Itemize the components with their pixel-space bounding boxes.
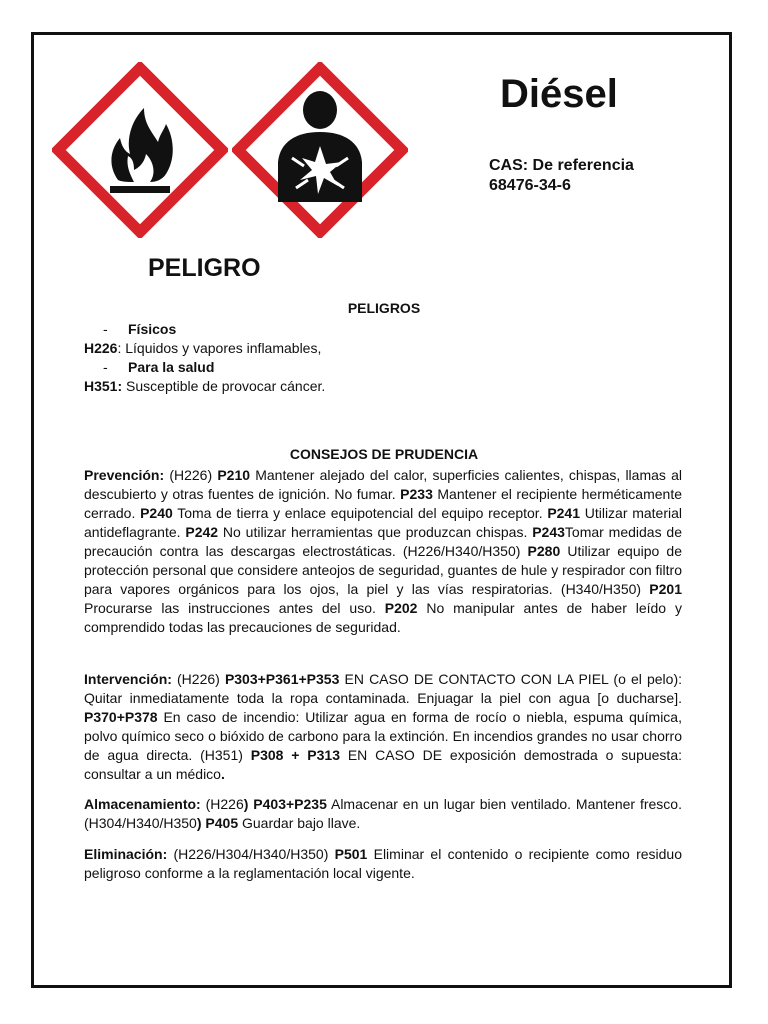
- cas-reference: [489, 156, 634, 196]
- text-segment: (H226): [171, 671, 225, 687]
- bold-segment: Almacenamiento:: [84, 796, 201, 812]
- precaution-almacenamiento: [84, 795, 682, 833]
- bold-segment: P370+P378: [84, 709, 158, 725]
- text-segment: No manipular antes de haber leído y comprendido todas las precauciones de seguridad.: [84, 600, 682, 635]
- text-segment: Mantener el recipiente herméticamente cerrado.: [84, 486, 682, 521]
- bold-segment: Intervención:: [84, 671, 172, 687]
- text-segment: (H226): [164, 467, 218, 483]
- text-segment: Toma de tierra y enlace equipotencial del equipo receptor.: [172, 505, 548, 521]
- bold-segment: P201: [649, 581, 682, 597]
- text-segment: EN CASO DE exposición demostrada o supuesta: consultar a un médico: [84, 747, 682, 782]
- text-segment: Mantener alejado del calor, superficies calientes, chispas, llamas al descubierto y otras fuentes de ignición. No fumar.: [84, 467, 682, 502]
- bold-segment: P501: [334, 846, 368, 862]
- flame-icon: [52, 62, 228, 238]
- text-segment: Tomar medidas de precaución contra las descargas electrostáticas. (H226/H340/H350): [84, 524, 682, 559]
- health-hazard-icon: [232, 62, 408, 238]
- bold-segment: P303+P361+P353: [224, 671, 340, 687]
- cas-number: 68476-34-6: [489, 177, 571, 194]
- hazards-title: PELIGROS: [347, 300, 421, 316]
- text-segment: (H226/H304/H340/H350): [167, 846, 335, 862]
- text-segment: No utilizar herramientas que produzcan chispas.: [218, 524, 533, 540]
- bold-segment: Eliminación:: [84, 846, 168, 862]
- text-segment: Utilizar equipo de protección personal que considere anteojos de seguridad, guantes de hule y respirador con filtro para vapores orgánicos para los ojos, la piel y las vías respiratorias. (H340/H350): [84, 543, 683, 597]
- bold-segment: ) P405: [196, 815, 239, 831]
- bold-segment: P308 + P313: [250, 747, 341, 763]
- bold-segment: P240: [140, 505, 173, 521]
- hazards-list: [84, 320, 684, 396]
- precaution-prevencion: [84, 466, 682, 637]
- text-segment: Guardar bajo llave.: [238, 815, 361, 831]
- hazard-statement-h351: H351: Susceptible de provocar cáncer.: [84, 378, 326, 394]
- precaution-intervencion: [84, 670, 682, 784]
- bold-segment: P243: [532, 524, 565, 540]
- signal-word: PELIGRO: [148, 254, 261, 282]
- product-name: Diésel: [500, 72, 618, 116]
- bold-segment: P202: [384, 600, 418, 616]
- bold-segment: Prevención:: [84, 467, 165, 483]
- bold-segment: P233: [400, 486, 433, 502]
- hazard-category-fisicos: - Físicos: [103, 321, 177, 337]
- text-segment: Almacenar en un lugar bien ventilado. Mantener fresco. (H304/H340/H350: [84, 796, 682, 831]
- precautions-title: CONSEJOS DE PRUDENCIA: [289, 446, 479, 462]
- text-segment: Procurarse las instrucciones antes del uso.: [84, 600, 385, 616]
- hazard-category-salud: - Para la salud: [103, 359, 215, 375]
- bold-segment: P210: [217, 467, 251, 483]
- precaution-eliminacion: [84, 845, 682, 883]
- text-segment: (H226: [200, 796, 244, 812]
- text-segment: Utilizar material antideflagrante.: [84, 505, 683, 540]
- hazard-statement-h226: H226: Líquidos y vapores inflamables,: [84, 340, 322, 356]
- bold-segment: .: [220, 766, 225, 782]
- bold-segment: ) P403+P235: [243, 796, 327, 812]
- bold-segment: P280: [527, 543, 561, 559]
- bold-segment: P242: [185, 524, 219, 540]
- text-segment: EN CASO DE CONTACTO CON LA PIEL (o el pelo): Quitar inmediatamente toda la ropa contaminada. Enjuagar la piel con agua [o ducharse].: [84, 671, 683, 706]
- bold-segment: P241: [547, 505, 581, 521]
- cas-label: CAS: De referencia: [489, 157, 634, 174]
- text-segment: En caso de incendio: Utilizar agua en forma de rocío o niebla, espuma química, polvo químico seco o bióxido de carbono para la extinción. En incendios grandes no usar chorro de agua directa. (H351): [84, 709, 682, 763]
- text-segment: Eliminar el contenido o recipiente como residuo peligroso conforme a la reglamentación local vigente.: [84, 846, 683, 881]
